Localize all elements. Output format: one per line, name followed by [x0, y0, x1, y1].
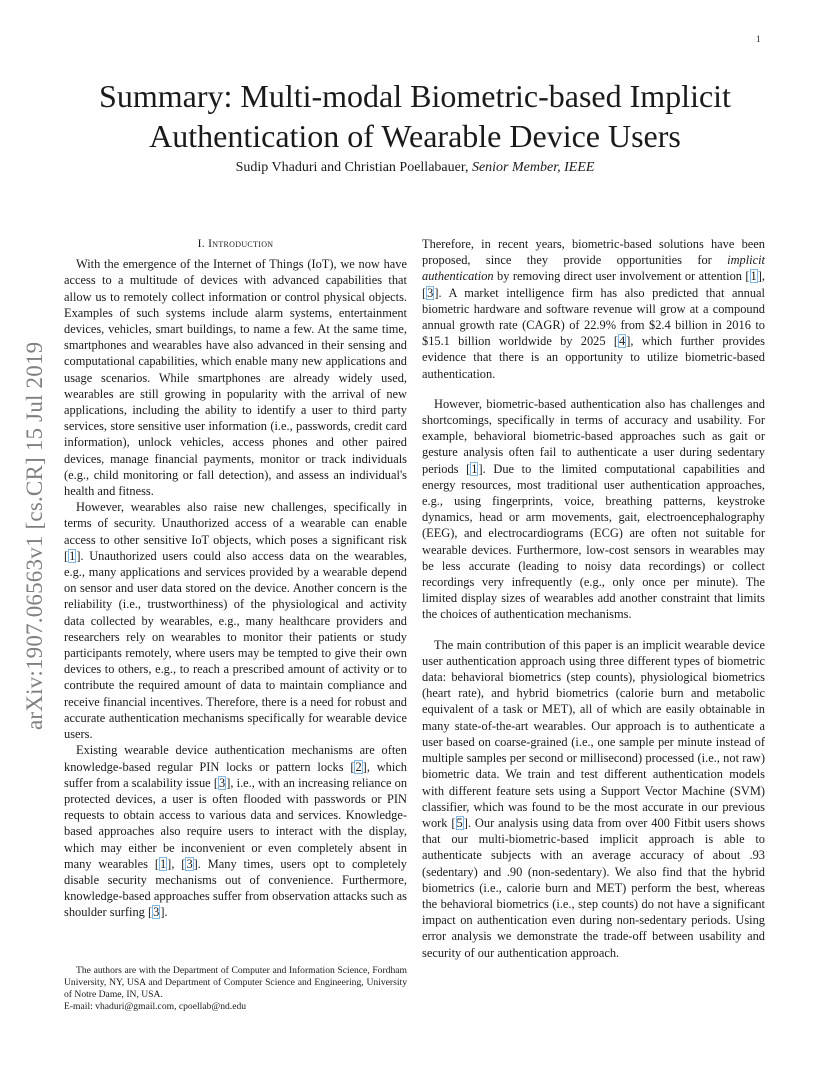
- section-heading: [64, 236, 407, 252]
- citation-link[interactable]: 2: [355, 759, 362, 774]
- paragraph-text: . Many times, users opt to completely disable security mechanisms out of convenience. Furthermore, knowledge-based approaches suffer from observation attacks such as shoulder surfing: [64, 856, 407, 920]
- left-column: [64, 236, 407, 921]
- paragraph-text: ,: [761, 269, 765, 284]
- citation-link[interactable]: 1: [69, 548, 76, 563]
- paragraph-text: . Unauthorized users could also access data on the wearables, e.g., many applications and services provided by a wearable depend on sensor and user data stored on the device. Another concern is the reliability (i.e., trustworthiness) of the physiological and activity data collected by wearables, e.g., many healthcare providers and researchers rely on wearables to monitor their patients or study participants remotely, where users may be tempted to give their own devices to others, e.g., to reach a prescribed amount of activity or to contribute the required amount of data to maintain compliance and receive financial incentives. Therefore, there is a need for robust and accurate authentication mechanisms specifically for wearable device users.: [64, 548, 407, 742]
- footnote-affiliation: The authors are with the Department of Computer and Information Science, Fordham University, NY, USA and Department of Computer Science and Engineering, University of Notre Dame, IN, USA.: [64, 965, 407, 1000]
- paragraph-text: ,: [171, 856, 182, 871]
- author-footnote: [64, 965, 407, 1013]
- citation-link[interactable]: 1: [750, 269, 757, 284]
- paragraph-text: . Due to the limited computational capabilities and energy resources, most traditional user authentication approaches, e.g., using fingerprints, voice, breathing patterns, keystroke dynamics, head or arm movements, gait, electroencephalography (EEG), and electrocardiograms (ECG) are often not suitable for wearable devices. Furthermore, low-cost sensors in wearables may be less accurate (leading to noisy data recordings) or collect recordings very infrequently (e.g., only once per minute). The limited display sizes of wearables add another constraint that limits the choices of authentication mechanisms.: [422, 461, 766, 622]
- citation-link[interactable]: 3: [427, 285, 434, 300]
- paragraph-text: . A market intelligence firm has also predicted that annual biometric hardware and software revenue will grow at a compound annual growth rate (CAGR) of 22.9% from $2.4 billion in 2016 to $15.1 billion worldwide by 2025: [422, 285, 765, 349]
- citation-link[interactable]: 3: [153, 905, 160, 920]
- intro-paragraph-5: However, biometric-based authentication also has challenges and shortcomings, specifically in terms of accuracy and usability. For example, behavioral biometric-based approaches such as gait or gesture analysis often fail to authenticate a user during sedentary periods [1]. Due to the limited computational capabilities and energy resources, most traditional user authentication approaches, e.g., using fingerprints, voice, breathing patterns, keystroke dynamics, head or arm movements, gait, electroencephalography (EEG), and electrocardiograms (ECG) are often not suitable for wearable devices. Furthermore, low-cost sensors in wearables may be less accurate (leading to noisy data recordings) or collect recordings very infrequently (e.g., only once per minute). The limited display sizes of wearables add another constraint that limits the choices of authentication mechanisms.: [422, 396, 766, 622]
- citation-link[interactable]: 5: [456, 815, 463, 830]
- intro-paragraph-2: However, wearables also raise new challenges, specifically in terms of security. Unauthorized access of a wearable can enable access to other sensitive IoT objects, which poses a significant risk [1]. Unauthorized users could also access data on the wearables, e.g., many applications and services provided by a wearable depend on sensor and user data stored on the device. Another concern is the reliability (i.e., trustworthiness) of the physiological and activity data collected by wearables, e.g., many healthcare providers and researchers rely on wearables to monitor their patients or study participants remotely, where users may be tempted to give their own devices to others, e.g., to reach a prescribed amount of activity or to contribute the required amount of data to maintain compliance and receive financial incentives. Therefore, there is a need for robust and accurate authentication mechanisms specifically for wearable device users.: [64, 500, 407, 742]
- author-names: Sudip Vhaduri and Christian Poellabauer,: [235, 160, 469, 175]
- citation-link[interactable]: 3: [186, 856, 193, 871]
- footnote-email: E-mail: vhaduri@gmail.com, cpoellab@nd.edu: [64, 1001, 247, 1012]
- arxiv-identifier-stamp[interactable]: arXiv:1907.06563v1 [cs.CR] 15 Jul 2019: [22, 341, 47, 730]
- section-number: I.: [197, 238, 205, 250]
- citation-link[interactable]: 3: [219, 775, 226, 790]
- paragraph-text: The main contribution of this paper is an implicit wearable device user authentication approach using three different types of biometric data: behavioral biometrics (step counts), physiological biometrics (heart rate), and hybrid biometrics (calorie burn and metabolic equivalent of a task or MET), all of which are easily obtainable in many state-of-the-art wearables. Our approach is to authenticate a user based on coarse-grained (i.e., one sample per minute instead of multiple samples per second or millisecond) processed (i.e., not raw) biometric data. We train and test different authentication models with different feature sets using a Support Vector Machine (SVM) classifier, which was found to be the most accurate in our previous work: [422, 637, 765, 830]
- paragraph-text: . Our analysis using data from over 400 Fitbit users shows that our multi-biometric-based implicit approach is able to authenticate subjects with an average accuracy of about .93 (sedentary) and .90 (non-sedentary). We also find that the hybrid biometrics (i.e., calorie burn and MET) perform the best, whereas the behavioral biometrics (i.e., step counts) do not have a significant impact on authentication even during non-sedentary periods. Using error analysis we demonstrate the trade-off between usability and security of our authentication approach.: [422, 815, 765, 960]
- paragraph-text: , which suffer from a scalability issue: [64, 759, 407, 790]
- author-line: [60, 160, 770, 176]
- section-title: Introduction: [208, 238, 274, 250]
- right-column: [422, 236, 765, 961]
- page-number: 1: [756, 34, 761, 44]
- paragraph-text: by removing direct user involvement or attention: [493, 269, 746, 284]
- paragraph-text: Existing wearable device authentication mechanisms are often knowledge-based regular PIN locks or pattern locks: [64, 743, 407, 774]
- citation-link[interactable]: 1: [159, 856, 167, 871]
- paragraph-text: , which further provides evidence that there is an opportunity to utilize biometric-based authentication.: [422, 334, 765, 381]
- paragraph-text: , i.e., with an increasing reliance on protected devices, a user is often flooded with passwords or PIN requests to obtain access to various data and services. Knowledge-based approaches also require users to interact with the display, which may either be inconvenient or even completely absent in many wearables: [64, 775, 408, 871]
- intro-paragraph-3: Existing wearable device authentication mechanisms are often knowledge-based regular PIN locks or pattern locks [2], which suffer from a scalability issue [3], i.e., with an increasing reliance on protected devices, a user is often flooded with passwords or PIN requests to obtain access to various data and services. Knowledge-based approaches also require users to interact with the display, which may either be inconvenient or even completely absent in many wearables [1], [3]. Many times, users opt to completely disable security mechanisms out of convenience. Furthermore, knowledge-based approaches suffer from observation attacks such as shoulder surfing [3].: [64, 743, 408, 920]
- emphasis-implicit-authentication: implicit authentication: [422, 253, 765, 284]
- paragraph-text: However, biometric-based authentication also has challenges and shortcomings, specifically in terms of accuracy and usability. For example, behavioral biometric-based approaches such as gait or gesture analysis often fail to authenticate a user during sedentary periods: [422, 396, 765, 476]
- intro-paragraph-1: [64, 256, 407, 499]
- paragraph-text: With the emergence of the Internet of Things (IoT), we now have access to a multitude of devices with advanced capabilities that allow us to remotely collect information or control physical objects. Examples of such systems include alarm systems, entertainment devices, vehicles, smart buildings, to name a few. At the same time, smartphones and wearables have also advanced in their sensing and computational capabilities, which enable many new applications and usage scenarios. While smartphones are already widely used, wearables are still growing in popularity with the arrival of new applications, including the ability to identify a user to third party services, store sensitive user information (i.e., passwords, credit card information), unlock vehicles, access phones and other paired devices, manage financial payments, monitor or track individuals (e.g., child monitoring or fall detection), and assess an individual's health and fitness.: [64, 257, 407, 499]
- paper-title: Summary: Multi-modal Biometric-based Implicit Authentication of Wearable Device Users: [99, 78, 731, 154]
- paragraph-text: Therefore, in recent years, biometric-based solutions have been proposed, since they provide opportunities for: [422, 237, 765, 268]
- paragraph-text: However, wearables also raise new challenges, specifically in terms of security. Unauthorized access of a wearable can enable access to other sensitive IoT objects, which poses a significant risk: [64, 500, 407, 547]
- paragraph-text: .: [164, 905, 168, 920]
- citation-link[interactable]: 1: [471, 461, 478, 476]
- intro-paragraph-4: Therefore, in recent years, biometric-based solutions have been proposed, since they provide opportunities for implicit authentication by removing direct user involvement or attention [1], [3]. A market intelligence firm has also predicted that annual biometric hardware and software revenue will grow at a compound annual growth rate (CAGR) of 22.9% from $2.4 billion in 2016 to $15.1 billion worldwide by 2025 [4], which further provides evidence that there is an opportunity to utilize biometric-based authentication.: [422, 237, 765, 381]
- citation-link[interactable]: 4: [619, 334, 626, 349]
- author-membership: Senior Member, IEEE: [471, 160, 595, 175]
- intro-paragraph-6: The main contribution of this paper is an implicit wearable device user authentication approach using three different types of biometric data: behavioral biometrics (step counts), physiological biometrics (heart rate), and hybrid biometrics (calorie burn and metabolic equivalent of a task or MET), all of which are easily obtainable in many state-of-the-art wearables. Our approach is to authenticate a user based on coarse-grained (i.e., one sample per minute instead of multiple samples per second or millisecond) processed (i.e., not raw) biometric data. We train and test different authentication models with different feature sets using a Support Vector Machine (SVM) classifier, which was found to be the most accurate in our previous work [5]. Our analysis using data from over 400 Fitbit users shows that our multi-biometric-based implicit approach is able to authenticate subjects with an average accuracy of about .93 (sedentary) and .90 (non-sedentary). We also find that the hybrid biometrics (i.e., calorie burn and MET) perform the best, whereas the behavioral biometrics (i.e., step counts) do not have a significant impact on authentication even during non-sedentary periods. Using error analysis we demonstrate the trade-off between usability and security of our authentication approach.: [422, 637, 765, 960]
